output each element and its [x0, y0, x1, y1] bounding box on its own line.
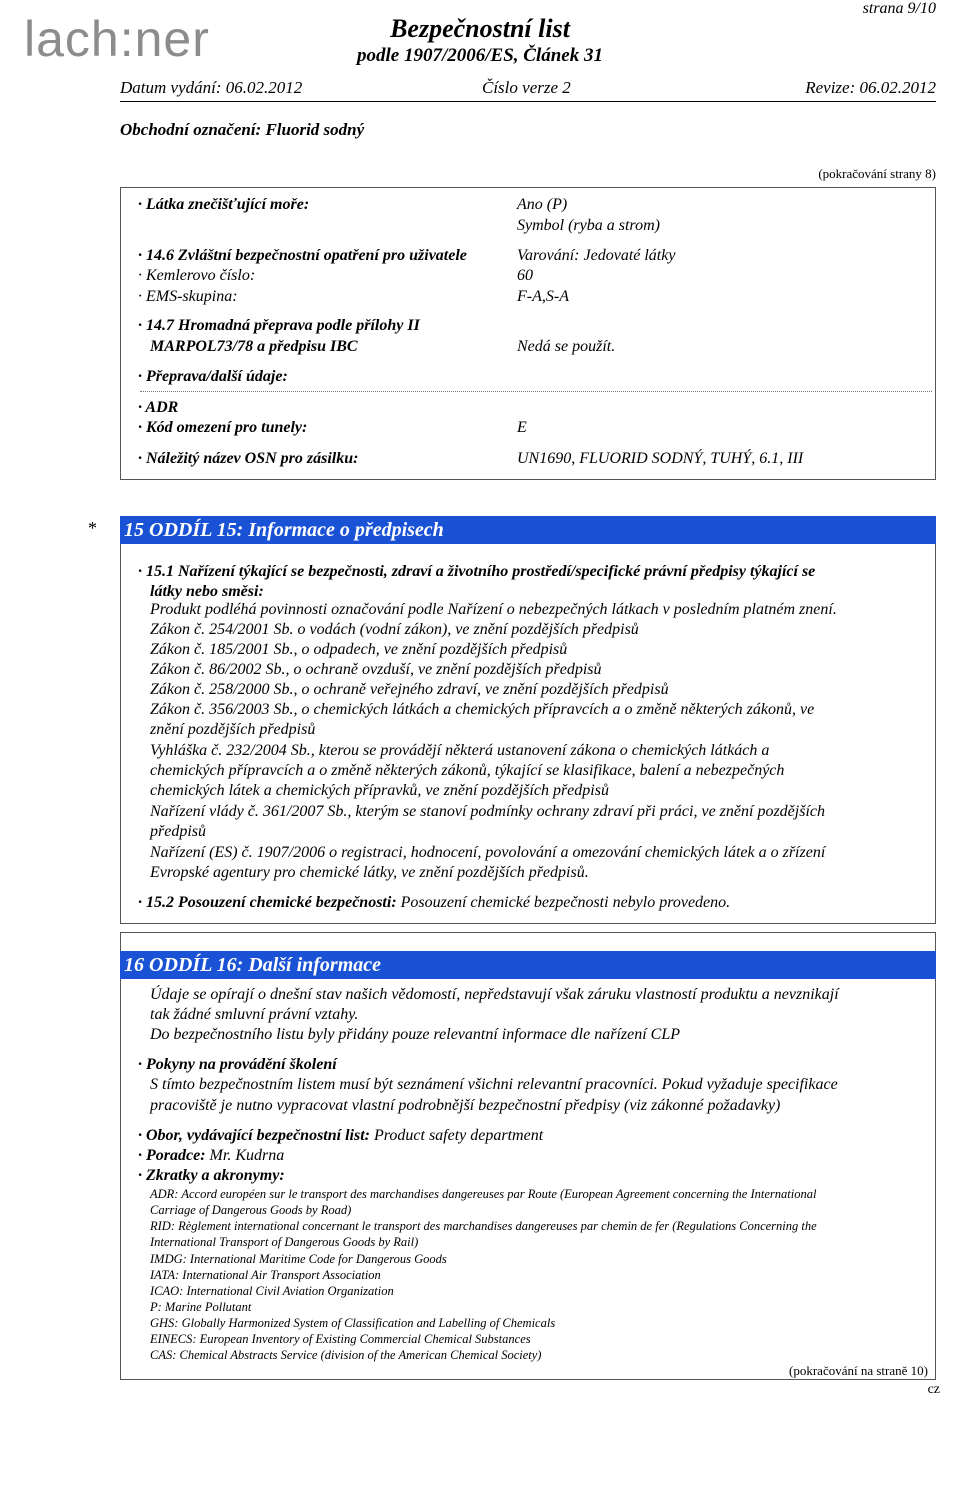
regulation-line: Zákon č. 258/2000 Sb., o ochraně veřejného zdraví, ve znění pozdějších předpisů — [150, 681, 669, 698]
ems-label: · EMS-skupina: — [138, 288, 238, 305]
other-transport-label: · Přeprava/další údaje: — [138, 368, 288, 385]
advisor-label: · Poradce: — [138, 1147, 206, 1164]
bulk-transport-label: · 14.7 Hromadná přeprava podle přílohy II — [138, 317, 420, 334]
training-line: S tímto bezpečnostním listem musí být seznámení všichni relevantní pracovníci. Pokud vyžaduje specifikace — [150, 1076, 838, 1093]
advisor-line — [138, 1146, 924, 1166]
bulk-transport-label-2: MARPOL73/78 a předpisu IBC — [150, 338, 358, 355]
abbreviation-line: P: Marine Pollutant — [150, 1300, 252, 1314]
continued-from: (pokračování strany 8) — [818, 166, 936, 181]
regulation-line: Evropské agentury pro chemické látky, ve znění pozdějších předpisů. — [150, 864, 589, 881]
company-logo: lach:ner — [24, 11, 210, 67]
abbreviation-line: RID: Règlement international concernant le transport des marchandises dangereuses par chemin de fer (Regulations Concerning the — [150, 1219, 817, 1233]
regulation-line: Zákon č. 254/2001 Sb. o vodách (vodní zákon), ve znění pozdějších předpisů — [150, 621, 639, 638]
regulation-line: chemických přípravcích a o změně některých zákonů, týkající se klasifikace, balení a nebezpečných — [150, 762, 785, 779]
document-title: Bezpečnostní list — [390, 14, 570, 43]
special-precautions-value: Varování: Jedovaté látky — [517, 247, 676, 264]
s152-label: · 15.2 Posouzení chemické bezpečnosti: — [138, 894, 397, 911]
training-label: · Pokyny na provádění školení — [138, 1056, 337, 1073]
un-name-label: · Náležitý název OSN pro zásilku: — [138, 450, 359, 467]
abbreviation-line: IATA: International Air Transport Association — [150, 1268, 381, 1282]
abbreviation-line: ADR: Accord européen sur le transport des marchandises dangereuses par Route (European Agreement concerning the International — [150, 1187, 817, 1201]
abbreviation-line: ICAO: International Civil Aviation Organization — [150, 1284, 394, 1298]
language-code: cz — [927, 1382, 940, 1397]
header-divider — [120, 101, 936, 102]
adr-label: · ADR — [138, 399, 179, 416]
advisor-value: Mr. Kudrna — [209, 1147, 285, 1164]
regulation-line: předpisů — [150, 823, 206, 840]
intro-line: Údaje se opírají o dnešní stav našich vědomostí, nepředstavují však záruku vlastností produktu a nevznikají — [150, 986, 839, 1003]
abbreviation-line: International Transport of Dangerous Goods by Rail) — [150, 1235, 419, 1249]
intro-line: tak žádné smluvní právní vztahy. — [150, 1006, 359, 1023]
un-name-value: UN1690, FLUORID SODNÝ, TUHÝ, 6.1, III — [517, 450, 804, 467]
s152-line — [138, 893, 924, 913]
abbreviation-line: Carriage of Dangerous Goods by Road) — [150, 1203, 352, 1217]
training-line: pracoviště je nutno vypracovat vlastní podrobnější bezpečnostní předpisy (viz zákonné požadavky) — [150, 1097, 781, 1114]
kemler-label: · Kemlerovo číslo: — [138, 267, 256, 284]
issuer-line — [138, 1126, 924, 1146]
abbreviation-line: GHS: Globally Harmonized System of Classification and Labelling of Chemicals — [150, 1316, 556, 1330]
regulation-line: Zákon č. 356/2003 Sb., o chemických látkách a chemických přípravcích a o změně některých zákonů, ve — [150, 701, 815, 718]
kemler-value: 60 — [517, 267, 533, 284]
tunnel-code-value: E — [517, 419, 527, 436]
regulation-line: znění pozdějších předpisů — [150, 721, 316, 738]
s151-heading-2: látky nebo směsi: — [150, 583, 264, 600]
section-15-header: 15 ODDÍL 15: Informace o předpisech — [120, 516, 936, 544]
marine-pollutant-label: · Látka znečišťující moře: — [138, 196, 310, 213]
trade-name: Obchodní označení: Fluorid sodný — [120, 120, 365, 139]
regulation-line: Zákon č. 185/2001 Sb., o odpadech, ve znění pozdějších předpisů — [150, 641, 568, 658]
regulation-line: Nařízení (ES) č. 1907/2006 o registraci, hodnocení, povolování a omezování chemických látek a o zřízení — [150, 844, 826, 861]
page-number: strana 9/10 — [862, 0, 936, 17]
regulation-line: Vyhláška č. 232/2004 Sb., kterou se provádějí některá ustanovení zákona o chemických látkách a — [150, 742, 770, 759]
changed-marker: * — [88, 518, 97, 538]
issue-date: Datum vydání: 06.02.2012 — [120, 78, 303, 97]
regulation-line: Zákon č. 86/2002 Sb., o ochraně ovzduší, ve znění pozdějších předpisů — [150, 661, 602, 678]
abbreviations-label: · Zkratky a akronymy: — [138, 1167, 285, 1184]
tunnel-code-label: · Kód omezení pro tunely: — [138, 419, 308, 436]
regulation-line: Nařízení vlády č. 361/2007 Sb., kterým se stanoví podmínky ochrany zdraví při práci, ve znění pozdějších — [150, 803, 825, 820]
regulation-line: Produkt podléhá povinnosti označování podle Nařízení o nebezpečných látkach v posledním platném znení. — [150, 601, 837, 618]
dotted-separator — [140, 391, 932, 392]
special-precautions-label: · 14.6 Zvláštní bezpečnostní opatření pro uživatele — [138, 247, 467, 264]
continued-to: (pokračování na straně 10) — [789, 1363, 928, 1378]
regulation-line: chemických látek a chemických přípravků, ve znění pozdějších předpisů — [150, 782, 609, 799]
s151-heading: · 15.1 Nařízení týkající se bezpečnosti, zdraví a životního prostředí/specifické právní předpisy týkající se — [138, 563, 816, 580]
abbreviation-line: CAS: Chemical Abstracts Service (division of the American Chemical Society) — [150, 1348, 542, 1362]
document-subtitle: podle 1907/2006/ES, Článek 31 — [357, 45, 603, 66]
abbreviation-line: IMDG: International Maritime Code for Dangerous Goods — [150, 1252, 447, 1266]
section-16-header: 16 ODDÍL 16: Další informace — [120, 951, 936, 979]
issuer-label: · Obor, vydávající bezpečnostní list: — [138, 1127, 370, 1144]
intro-line: Do bezpečnostního listu byly přidány pouze relevantní informace dle nařízení CLP — [150, 1026, 680, 1043]
marine-pollutant-value: Ano (P) — [517, 196, 568, 213]
abbreviation-line: EINECS: European Inventory of Existing Commercial Chemical Substances — [150, 1332, 531, 1346]
version-number: Číslo verze 2 — [482, 78, 571, 97]
issuer-value: Product safety department — [373, 1127, 544, 1144]
revision-date: Revize: 06.02.2012 — [805, 78, 936, 97]
marine-pollutant-symbol: Symbol (ryba a strom) — [517, 217, 660, 234]
bulk-transport-value: Nedá se použít. — [517, 338, 616, 355]
s152-value: Posouzení chemické bezpečnosti nebylo provedeno. — [400, 894, 731, 911]
ems-value: F-A,S-A — [517, 288, 569, 305]
